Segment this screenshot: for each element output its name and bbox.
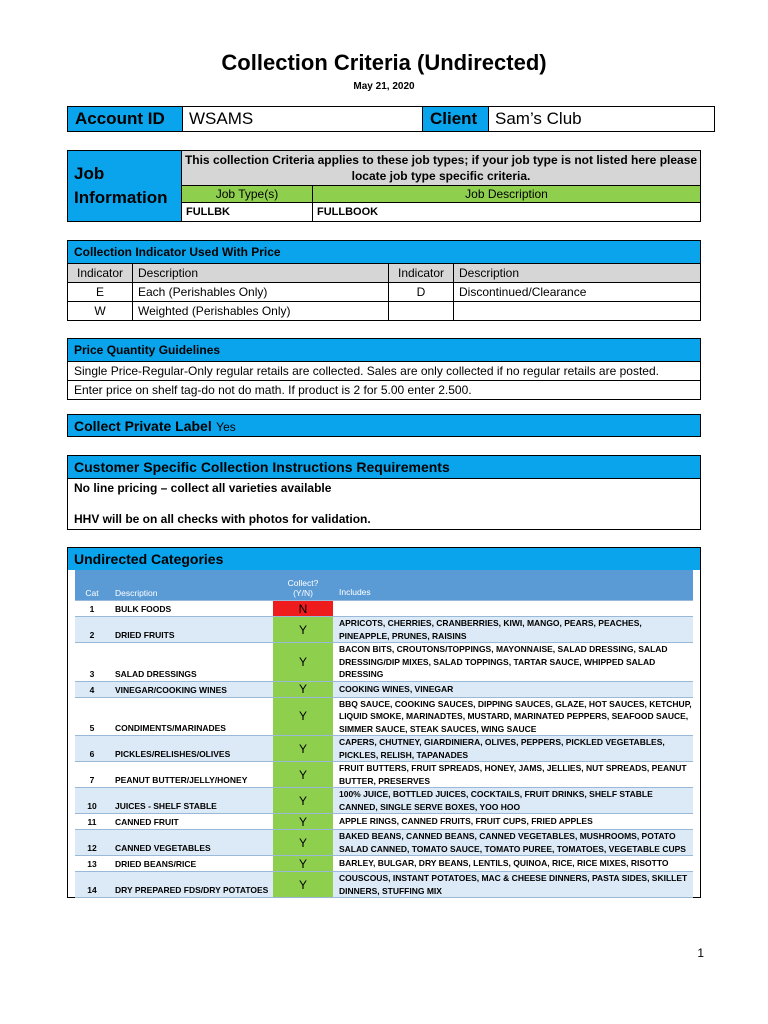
document-title: Collection Criteria (Undirected): [221, 50, 547, 75]
indicator-row: [68, 302, 701, 321]
category-includes: COOKING WINES, VINEGAR: [333, 681, 693, 697]
collect-flag: Y: [273, 736, 333, 762]
category-includes: CAPERS, CHUTNEY, GIARDINIERA, OLIVES, PEPPERS, PICKLED VEGETABLES, PICKLES, RELISH, TAPANADES: [333, 736, 693, 762]
page-number: 1: [697, 946, 704, 960]
collect-flag: Y: [273, 788, 333, 814]
category-row: [68, 814, 701, 830]
indicator-table: [67, 240, 701, 321]
indicator-desc: [454, 302, 701, 321]
category-row: [68, 736, 701, 762]
collect-flag: Y: [273, 617, 333, 643]
category-description: CONDIMENTS/MARINADES: [109, 697, 273, 736]
indicator-row: [68, 283, 701, 302]
category-number: 12: [75, 830, 109, 856]
category-row: [68, 601, 701, 617]
category-description: DRIED BEANS/RICE: [109, 856, 273, 872]
category-row: [68, 643, 701, 682]
private-label-bar: [67, 414, 701, 437]
category-number: 10: [75, 788, 109, 814]
categories-header-row: [68, 570, 701, 601]
includes-col-header: Includes: [333, 570, 693, 601]
category-includes: 100% JUICE, BOTTLED JUICES, COCKTAILS, FRUIT DRINKS, SHELF STABLE CANNED, SINGLE SERVE BOXES, YOO HOO: [333, 788, 693, 814]
category-row: [68, 872, 701, 898]
category-description: VINEGAR/COOKING WINES: [109, 681, 273, 697]
indicator-heading: Collection Indicator Used With Price: [68, 241, 701, 264]
collect-flag: Y: [273, 643, 333, 682]
category-number: 1: [75, 601, 109, 617]
description-col-header: Description: [133, 264, 389, 283]
price-quantity-line: Single Price-Regular-Only regular retails are collected. Sales are only collected if no regular retails are posted.: [68, 362, 701, 381]
category-row: [68, 697, 701, 736]
client-value: Sam’s Club: [489, 107, 715, 132]
job-description-header: Job Description: [313, 186, 701, 203]
category-number: 7: [75, 762, 109, 788]
category-includes: BBQ SAUCE, COOKING SAUCES, DIPPING SAUCES, GLAZE, HOT SAUCES, KETCHUP, LIQUID SMOKE, MARINADTES, MUSTARD, MARINATED PEPPERS, SEAFOOD SAUCE, SIMMER SAUCE, STEAK SAUCES, WING SAUCE: [333, 697, 693, 736]
description-col-header: Description: [109, 570, 273, 601]
account-id-label: Account ID: [68, 107, 183, 132]
customer-instruction-line: HHV will be on all checks with photos for validation.: [74, 512, 371, 526]
category-number: 5: [75, 697, 109, 736]
categories-table: [67, 570, 701, 898]
category-includes: BACON BITS, CROUTONS/TOPPINGS, MAYONNAISE, SALAD DRESSING, SALAD DRESSING/DIP MIXES, SALAD TOPPINGS, TARTAR SAUCE, WHIPPED SALAD DRESSING: [333, 643, 693, 682]
category-description: SALAD DRESSINGS: [109, 643, 273, 682]
client-label: Client: [423, 107, 489, 132]
collect-flag: Y: [273, 856, 333, 872]
job-information-heading: Job Information: [68, 151, 182, 222]
category-number: 3: [75, 643, 109, 682]
indicator-desc: Weighted (Perishables Only): [133, 302, 389, 321]
category-includes: BAKED BEANS, CANNED BEANS, CANNED VEGETABLES, MUSHROOMS, POTATO SALAD CANNED, TOMATO SAUCE, TOMATO PUREE, TOMATOES, VEGETABLE CUPS: [333, 830, 693, 856]
category-number: 14: [75, 872, 109, 898]
category-number: 6: [75, 736, 109, 762]
collect-col-header-line2: (Y/N): [293, 588, 313, 598]
category-number: 13: [75, 856, 109, 872]
categories-heading: Undirected Categories: [67, 547, 701, 570]
price-quantity-line: Enter price on shelf tag-do not do math. If product is 2 for 5.00 enter 2.500.: [68, 381, 701, 400]
indicator-code: W: [68, 302, 133, 321]
category-includes: APRICOTS, CHERRIES, CRANBERRIES, KIWI, MANGO, PEARS, PEACHES, PINEAPPLE, PRUNES, RAISINS: [333, 617, 693, 643]
job-information-table: [67, 150, 701, 222]
category-row: [68, 762, 701, 788]
category-number: 2: [75, 617, 109, 643]
collect-col-header-line1: Collect?: [287, 578, 319, 588]
category-description: CANNED FRUIT: [109, 814, 273, 830]
account-id-value: WSAMS: [183, 107, 423, 132]
category-includes: FRUIT BUTTERS, FRUIT SPREADS, HONEY, JAMS, JELLIES, NUT SPREADS, PEANUT BUTTER, PRESERVES: [333, 762, 693, 788]
category-description: JUICES - SHELF STABLE: [109, 788, 273, 814]
collect-flag: Y: [273, 830, 333, 856]
price-quantity-table: [67, 338, 701, 400]
undirected-categories: [67, 547, 701, 898]
category-number: 4: [75, 681, 109, 697]
cat-col-header: Cat: [75, 570, 109, 601]
category-description: CANNED VEGETABLES: [109, 830, 273, 856]
description-col-header-2: Description: [454, 264, 701, 283]
collect-col-header: [273, 570, 333, 601]
indicator-code: D: [389, 283, 454, 302]
category-includes: [333, 601, 693, 617]
category-description: PEANUT BUTTER/JELLY/HONEY: [109, 762, 273, 788]
category-description: DRIED FRUITS: [109, 617, 273, 643]
indicator-col-header: Indicator: [68, 264, 133, 283]
document-date: May 21, 2020: [353, 81, 415, 92]
customer-instruction-line: No line pricing – collect all varieties available: [74, 481, 332, 495]
indicator-col-header-2: Indicator: [389, 264, 454, 283]
collect-flag: Y: [273, 697, 333, 736]
indicator-desc: Each (Perishables Only): [133, 283, 389, 302]
category-includes: BARLEY, BULGAR, DRY BEANS, LENTILS, QUINOA, RICE, RICE MIXES, RISOTTO: [333, 856, 693, 872]
account-table: [67, 106, 715, 132]
indicator-desc: Discontinued/Clearance: [454, 283, 701, 302]
category-description: DRY PREPARED FDS/DRY POTATOES: [109, 872, 273, 898]
job-note: This collection Criteria applies to these job types; if your job type is not listed here please locate job type specific criteria.: [182, 151, 701, 186]
indicator-code: [389, 302, 454, 321]
category-row: [68, 830, 701, 856]
category-includes: APPLE RINGS, CANNED FRUITS, FRUIT CUPS, FRIED APPLES: [333, 814, 693, 830]
private-label-value: Yes: [216, 420, 236, 434]
collect-flag: N: [273, 601, 333, 617]
category-row: [68, 617, 701, 643]
category-row: [68, 681, 701, 697]
collect-flag: Y: [273, 681, 333, 697]
category-description: PICKLES/RELISHES/OLIVES: [109, 736, 273, 762]
customer-instructions-heading: Customer Specific Collection Instructions Requirements: [68, 456, 700, 479]
indicator-code: E: [68, 283, 133, 302]
category-row: [68, 788, 701, 814]
collect-flag: Y: [273, 814, 333, 830]
job-type-header: Job Type(s): [182, 186, 313, 203]
price-quantity-heading: Price Quantity Guidelines: [68, 339, 701, 362]
private-label-heading: Collect Private Label: [74, 418, 212, 434]
category-row: [68, 856, 701, 872]
job-description-value: FULLBOOK: [313, 203, 701, 222]
category-description: BULK FOODS: [109, 601, 273, 617]
customer-instructions-box: [67, 455, 701, 530]
collect-flag: Y: [273, 872, 333, 898]
collect-flag: Y: [273, 762, 333, 788]
job-type-value: FULLBK: [182, 203, 313, 222]
category-includes: COUSCOUS, INSTANT POTATOES, MAC & CHEESE DINNERS, PASTA SIDES, SKILLET DINNERS, STUFFING MIX: [333, 872, 693, 898]
category-number: 11: [75, 814, 109, 830]
